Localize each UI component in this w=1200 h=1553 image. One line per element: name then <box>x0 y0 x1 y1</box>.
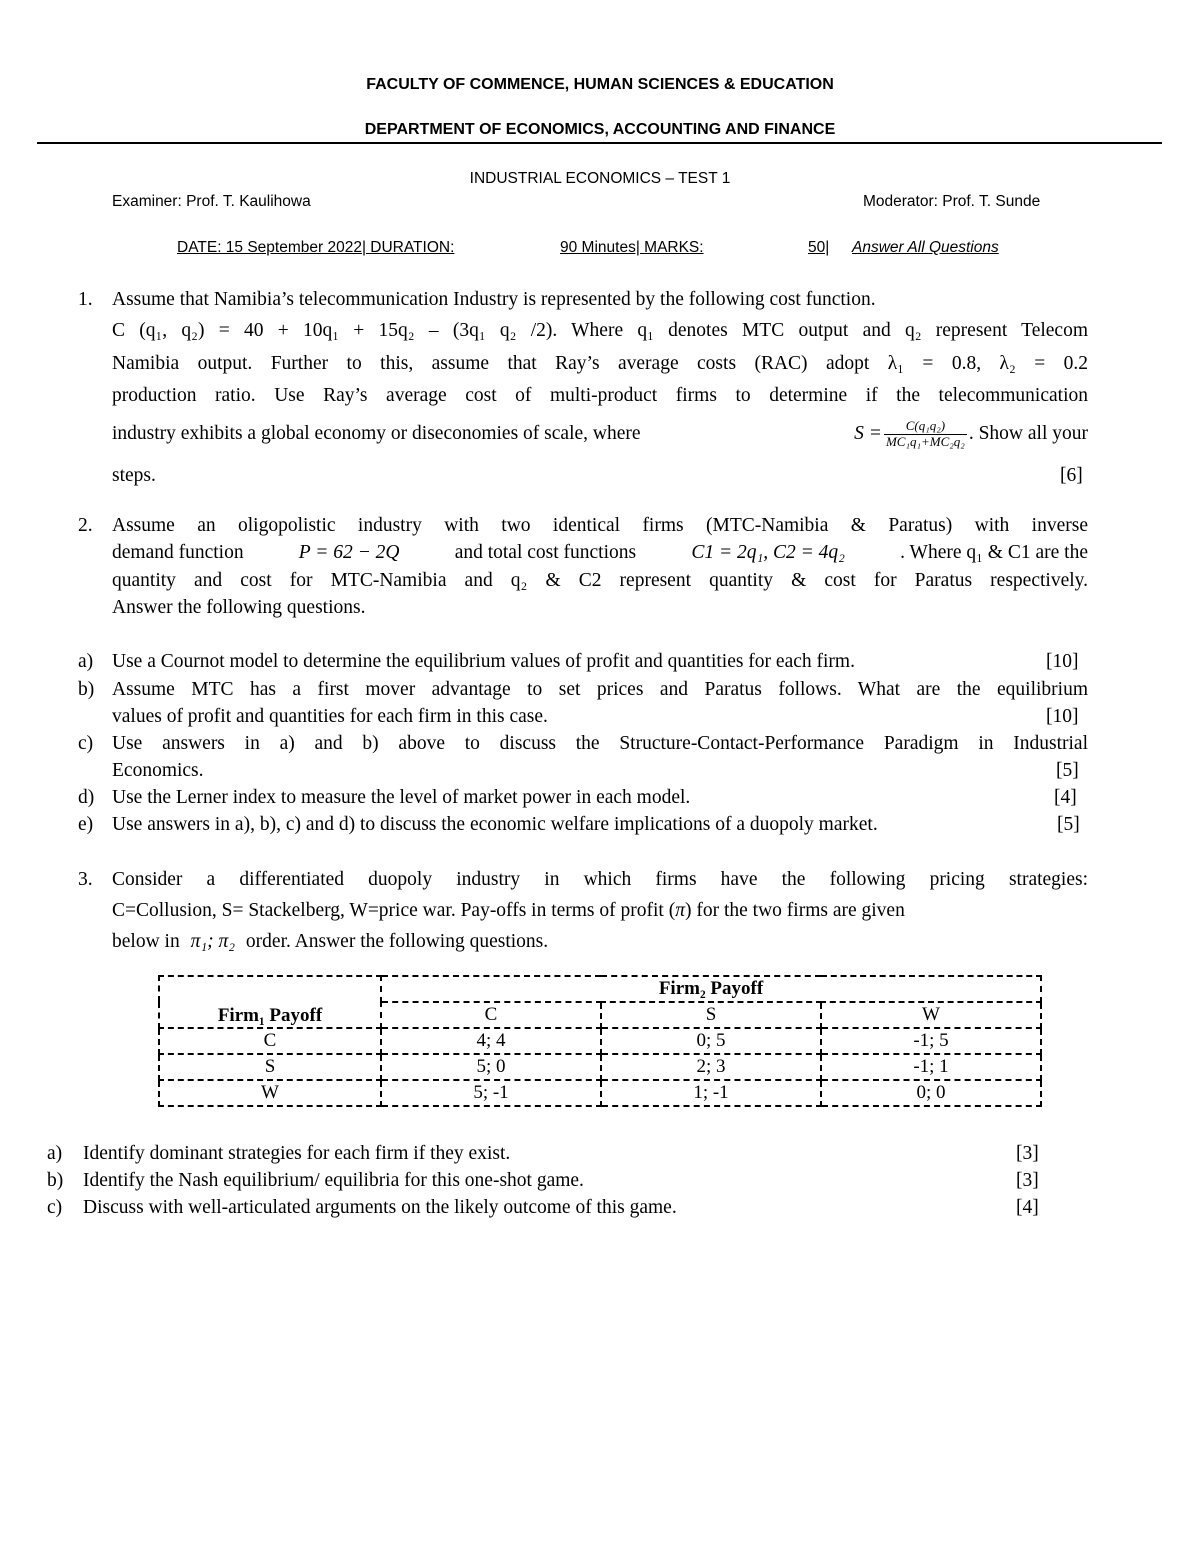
q2-line2-a: demand function <box>112 542 244 563</box>
q1-line5-text: industry exhibits a global economy or diseconomies of scale, where <box>112 423 641 444</box>
table-row <box>159 1080 1041 1106</box>
q2b-text1: Assume MTC has a first mover advantage to set prices and Paratus follows. What are the equilibrium <box>112 679 1088 700</box>
payoff-cell: 0; 5 <box>601 1028 821 1054</box>
col-header-s: S <box>601 1002 821 1028</box>
department-heading: DEPARTMENT OF ECONOMICS, ACCOUNTING AND FINANCE <box>364 121 836 138</box>
q2a-text: Use a Cournot model to determine the equilibrium values of profit and quantities for each firm. <box>112 651 855 672</box>
q3b-text: Identify the Nash equilibrium/ equilibria for this one-shot game. <box>83 1170 584 1191</box>
q2a-mark: [10] <box>1046 651 1079 672</box>
q3a-text: Identify dominant strategies for each firm if they exist. <box>83 1143 511 1164</box>
q3-line3-a: below in <box>112 931 180 952</box>
q2d-label: d) <box>78 787 95 808</box>
q2e-text: Use answers in a), b), c) and d) to discuss the economic welfare implications of a duopoly market. <box>112 814 878 835</box>
table-row <box>159 1054 1041 1080</box>
payoff-cell: 0; 0 <box>821 1080 1041 1106</box>
marks-total: 50| <box>808 239 830 256</box>
payoff-table <box>158 975 1042 1107</box>
q3c-text: Discuss with well-articulated arguments on the likely outcome of this game. <box>83 1197 677 1218</box>
q3a-mark: [3] <box>1016 1143 1039 1164</box>
q2-line1: Assume an oligopolistic industry with two identical firms (MTC-Namibia & Paratus) with inverse <box>112 515 1088 536</box>
payoff-cell: -1; 1 <box>821 1054 1041 1080</box>
q1-number: 1. <box>78 289 93 310</box>
q2c-label: c) <box>78 733 94 754</box>
payoff-header-row <box>159 976 1041 1002</box>
q1-line2: C (q₁, q₂) = 40 + 10q₁ + 15q₂ – (3q₁ q₂ /2). Where q₁ denotes MTC output and q₂ represent Telecom <box>112 320 1088 341</box>
header-divider <box>37 142 1162 144</box>
table-row <box>159 1028 1041 1054</box>
q3-line3 <box>112 931 548 953</box>
payoff-cell: -1; 5 <box>821 1028 1041 1054</box>
q2d-mark: [4] <box>1054 787 1077 808</box>
q1-line6: steps. <box>112 465 156 486</box>
q2a-label: a) <box>78 651 94 672</box>
date-duration: DATE: 15 September 2022| DURATION: <box>177 239 455 256</box>
col-header-w: W <box>821 1002 1041 1028</box>
q2-cost-eq: C1 = 2q₁, C2 = 4q₂ <box>691 542 845 563</box>
q1-mark: [6] <box>1060 465 1083 486</box>
firm1-payoff-header: Firm₁ Payoff <box>159 976 381 1028</box>
q1-line4: production ratio. Use Ray’s average cost of multi-product firms to determine if the telecommunication <box>112 385 1088 406</box>
q1-fraction-denominator: MC₁q₁+MC₂q₂ <box>885 433 965 449</box>
q2b-text2: values of profit and quantities for each firm in this case. <box>112 706 548 727</box>
q2e-mark: [5] <box>1057 814 1080 835</box>
q1-scale-fraction <box>884 419 967 450</box>
payoff-cell: 5; 0 <box>381 1054 601 1080</box>
col-header-c: C <box>381 1002 601 1028</box>
q2-line2 <box>112 542 1088 564</box>
q1-line3: Namibia output. Further to this, assume that Ray’s average costs (RAC) adopt λ₁ = 0.8, λ₂ = 0.2 <box>112 353 1088 374</box>
q3-line3-b: order. Answer the following questions. <box>245 931 549 952</box>
payoff-cell: 2; 3 <box>601 1054 821 1080</box>
q2-number: 2. <box>78 515 93 536</box>
payoff-cell: 4; 4 <box>381 1028 601 1054</box>
q2-demand-eq: P = 62 − 2Q <box>298 542 400 563</box>
firm2-payoff-header: Firm₂ Payoff <box>381 976 1041 1002</box>
q3-line2 <box>112 900 1088 922</box>
q3-number: 3. <box>78 869 93 890</box>
payoff-cell: 1; -1 <box>601 1080 821 1106</box>
q1-fraction-numerator: C(q₁q₂) <box>884 419 967 435</box>
q3-pi-order: π₁; π₂ <box>190 931 236 952</box>
row-label-s: S <box>159 1054 381 1080</box>
q3-line2-a: C=Collusion, S= Stackelberg, W=price war. Pay-offs in terms of profit ( <box>112 900 676 921</box>
q3b-mark: [3] <box>1016 1170 1039 1191</box>
q1-line5-end: . Show all your <box>968 423 1088 444</box>
q2e-label: e) <box>78 814 94 835</box>
payoff-cell: 5; -1 <box>381 1080 601 1106</box>
q2b-label: b) <box>78 679 95 700</box>
q2c-text2: Economics. <box>112 760 204 781</box>
q3-pi-symbol: π <box>675 900 685 921</box>
moderator: Moderator: Prof. T. Sunde <box>863 193 1041 210</box>
instruction: Answer All Questions <box>852 239 999 256</box>
faculty-heading: FACULTY OF COMMENCE, HUMAN SCIENCES & EDUCATION <box>366 76 834 93</box>
q2c-mark: [5] <box>1056 760 1079 781</box>
q2c-text1: Use answers in a) and b) above to discuss the Structure-Contact-Performance Paradigm in Industrial <box>112 733 1088 754</box>
duration-marks: 90 Minutes| MARKS: <box>560 239 704 256</box>
q2-line2-c: . Where q₁ & C1 are the <box>900 542 1088 563</box>
q3-line2-b: ) for the two firms are given <box>685 900 905 921</box>
q3c-mark: [4] <box>1016 1197 1039 1218</box>
q1-line5 <box>112 412 1088 456</box>
row-label-w: W <box>159 1080 381 1106</box>
test-title: INDUSTRIAL ECONOMICS – TEST 1 <box>469 170 731 187</box>
q2-line4: Answer the following questions. <box>112 597 366 618</box>
q3-line1: Consider a differentiated duopoly industry in which firms have the following pricing strategies: <box>112 869 1088 890</box>
q1-s-symbol: S = <box>854 423 882 444</box>
q3b-label: b) <box>47 1170 64 1191</box>
q3a-label: a) <box>47 1143 63 1164</box>
q1-line1: Assume that Namibia’s telecommunication Industry is represented by the following cost function. <box>112 289 876 310</box>
q2-line3: quantity and cost for MTC-Namibia and q₂ & C2 represent quantity & cost for Paratus respectively. <box>112 570 1088 591</box>
q2b-mark: [10] <box>1046 706 1079 727</box>
q2d-text: Use the Lerner index to measure the level of market power in each model. <box>112 787 691 808</box>
examiner: Examiner: Prof. T. Kaulihowa <box>112 193 311 210</box>
row-label-c: C <box>159 1028 381 1054</box>
q3c-label: c) <box>47 1197 63 1218</box>
q2-line2-b: and total cost functions <box>454 542 637 563</box>
